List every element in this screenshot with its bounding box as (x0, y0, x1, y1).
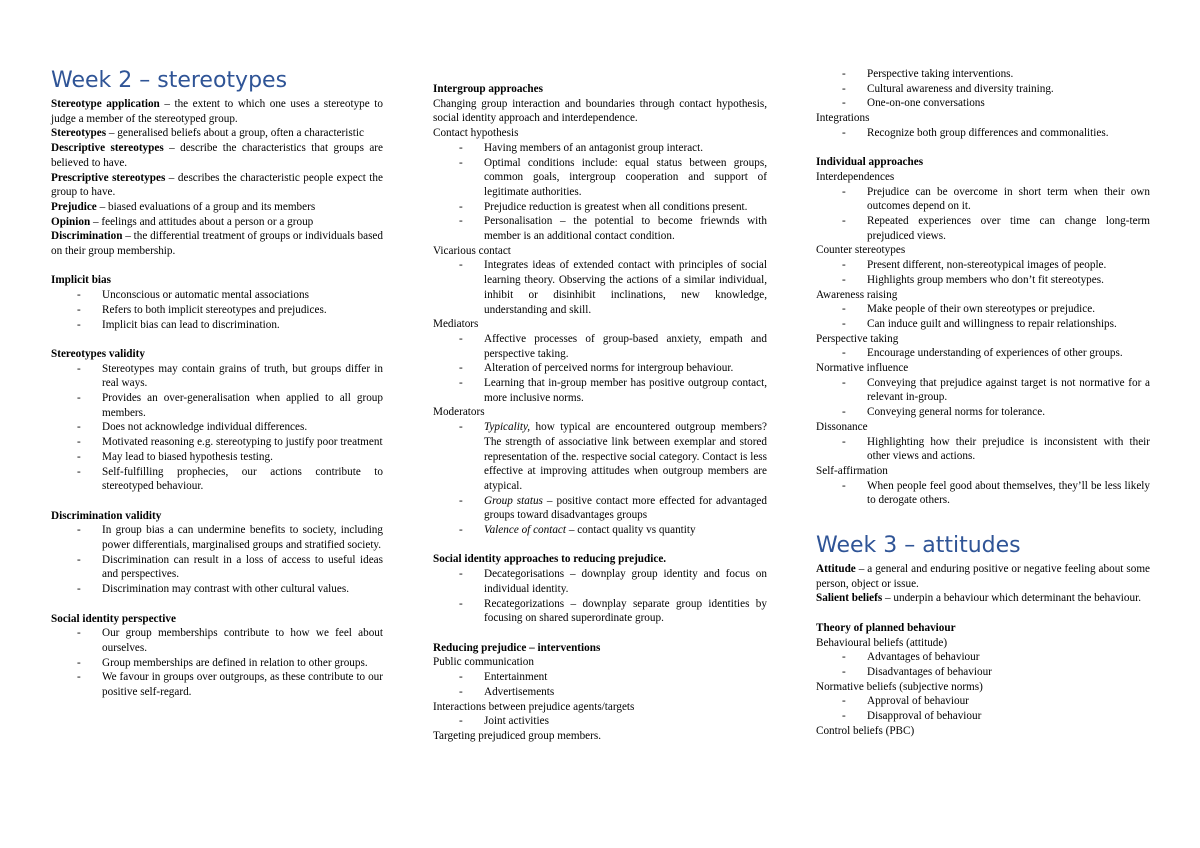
list-item: - Joint activities (433, 714, 767, 729)
definition-discrimination (51, 229, 383, 258)
list-item: - Prejudice reduction is greatest when all conditions present. (433, 200, 767, 215)
list-item: - When people feel good about themselves, they’ll be less likely to derogate others. (816, 479, 1150, 508)
subheading-interdependences: Interdependences (816, 170, 895, 183)
list-item: - Advantages of behaviour (816, 650, 1150, 665)
definition-attitude (816, 562, 1150, 591)
definition-text: – describes the characteristic people expect the group to have. (51, 171, 383, 199)
term: Descriptive stereotypes (51, 142, 164, 155)
item-text: – contact quality vs quantity (566, 524, 696, 537)
list-item: - Integrates ideas of extended contact with principles of social learning theory. Observing the actions of a similar individual, inhibit or disinhibit inclinations, new knowledge, understanding and skill. (433, 258, 767, 317)
term: Stereotype application (51, 98, 160, 110)
list-item: - Optimal conditions include: equal status between groups, common goals, intergroup cooperation and support of legitimate authorities. (433, 156, 767, 200)
targeting-continued-list (816, 67, 1150, 111)
list-item: - Advertisements (433, 685, 767, 700)
term: Salient beliefs (816, 592, 883, 605)
dissonance-list (816, 435, 1150, 464)
section-heading-individual-approaches: Individual approaches (816, 156, 924, 169)
definition-text: – underpin a behaviour which determinant the behaviour. (882, 592, 1141, 605)
subheading-mediators: Mediators (433, 318, 479, 331)
subheading-control-beliefs: Control beliefs (PBC) (816, 724, 915, 737)
emphasis: Group status (484, 494, 543, 507)
behavioural-beliefs-list (816, 650, 1150, 679)
definition-stereotypes (51, 126, 383, 141)
section-heading-reducing-prejudice-interventions: Reducing prejudice – interventions (433, 641, 601, 654)
intergroup-intro: Changing group interaction and boundaries through contact hypothesis, social identity approach and interdependence. (433, 97, 767, 125)
subheading-integrations: Integrations (816, 112, 870, 125)
item-text: how typical are encountered outgroup members? The strength of associative link between exemplar and stored representation of the. respective social category. Contact is less effective at improving attitudes when outgroup members are atypical. (484, 421, 767, 492)
definition-text: – biased evaluations of a group and its members (96, 200, 316, 213)
list-item (433, 523, 767, 538)
section-heading-theory-of-planned-behaviour: Theory of planned behaviour (816, 621, 956, 634)
section-heading-discrimination-validity: Discrimination validity (51, 509, 162, 522)
list-item: - Encourage understanding of experiences of other groups. (816, 346, 1150, 361)
list-item: - Repeated experiences over time can change long-term prejudiced views. (816, 214, 1150, 243)
list-item: - One-on-one conversations (816, 96, 1150, 111)
definition-prescriptive-stereotypes (51, 171, 383, 200)
list-item: - Can induce guilt and willingness to repair relationships. (816, 317, 1150, 332)
interdependences-list (816, 185, 1150, 244)
list-item: - Group memberships are defined in relation to other groups. (51, 656, 383, 671)
list-item: - Alteration of perceived norms for intergroup behaviour. (433, 361, 767, 376)
subheading-interactions: Interactions between prejudice agents/targets (433, 700, 635, 713)
list-item: - Recategorizations – downplay separate group identities by focusing on shared superordinate group. (433, 597, 767, 626)
implicit-bias-list (51, 288, 383, 332)
section-heading-stereotypes-validity: Stereotypes validity (51, 347, 145, 360)
list-item: - Personalisation – the potential to become friewnds with member is an additional contact condition. (433, 214, 767, 243)
list-item: - May lead to biased hypothesis testing. (51, 450, 383, 465)
list-item: - Conveying that prejudice against target is not normative for a relevant in-group. (816, 376, 1150, 405)
social-identity-perspective-list (51, 626, 383, 700)
perspective-taking-list (816, 346, 1150, 361)
term: Stereotypes (51, 127, 107, 140)
list-item: - Perspective taking interventions. (816, 67, 1150, 82)
definition-text: – generalised beliefs about a group, often a characteristic (106, 127, 364, 140)
list-item: - Approval of behaviour (816, 694, 1150, 709)
list-item: - Learning that in-group member has positive outgroup contact, more inclusive norms. (433, 376, 767, 405)
list-item: - Conveying general norms for tolerance. (816, 405, 1150, 420)
list-item: - Discrimination can result in a loss of access to useful ideas and perspectives. (51, 553, 383, 582)
term: Prejudice (51, 200, 97, 213)
public-communication-list (433, 670, 767, 699)
definition-text: – describe the characteristics that groups are believed to have. (51, 142, 383, 169)
list-item: - Our group memberships contribute to how we feel about ourselves. (51, 626, 383, 655)
list-item: - Refers to both implicit stereotypes and prejudices. (51, 303, 383, 318)
section-heading-implicit-bias: Implicit bias (51, 274, 111, 287)
subheading-counter-stereotypes: Counter stereotypes (816, 244, 906, 257)
definition-stereotype-application (51, 97, 383, 126)
list-item: - Affective processes of group-based anxiety, empath and perspective taking. (433, 332, 767, 361)
list-item: - Motivated reasoning e.g. stereotyping to justify poor treatment (51, 435, 383, 450)
subheading-normative-beliefs: Normative beliefs (subjective norms) (816, 680, 983, 693)
definition-text: – the extent to which one uses a stereotype to judge a member of the stereotyped group. (51, 98, 383, 125)
list-item (433, 420, 767, 494)
definition-text: – a general and enduring positive or negative feeling about some person, object or issue. (816, 563, 1150, 590)
section-heading-intergroup-approaches: Intergroup approaches (433, 83, 543, 95)
list-item: - Provides an over-generalisation when applied to all group members. (51, 391, 383, 420)
term: Discrimination (51, 230, 123, 243)
section-heading-social-identity-approaches: Social identity approaches to reducing prejudice. (433, 553, 667, 566)
list-item: - Disadvantages of behaviour (816, 665, 1150, 680)
subheading-targeting: Targeting prejudiced group members. (433, 729, 602, 742)
definition-opinion (51, 215, 383, 230)
item-text: – positive contact more effected for advantaged groups toward disadvantages groups (484, 494, 767, 522)
discrimination-validity-list (51, 523, 383, 597)
week-3-heading: Week 3 – attitudes (816, 533, 1021, 559)
integrations-list (816, 126, 1150, 141)
list-item (433, 494, 767, 523)
list-item: - Decategorisations – downplay group identity and focus on individual identity. (433, 567, 767, 596)
definition-text: – feelings and attitudes about a person or a group (90, 215, 314, 228)
interactions-list (433, 714, 767, 729)
term: Prescriptive stereotypes (51, 171, 166, 184)
column-2 (433, 0, 767, 744)
list-item: - In group bias a can undermine benefits to society, including power differentials, marginalised groups and stratified society. (51, 523, 383, 552)
subheading-dissonance: Dissonance (816, 420, 868, 433)
definition-salient-beliefs (816, 591, 1150, 606)
list-item: - We favour in groups over outgroups, as these contribute to our positive self-regard. (51, 670, 383, 699)
list-item: - Highlighting how their prejudice is inconsistent with their other views and actions. (816, 435, 1150, 464)
list-item: - Recognize both group differences and commonalities. (816, 126, 1150, 141)
subheading-behavioural-beliefs: Behavioural beliefs (attitude) (816, 636, 948, 649)
self-affirmation-list (816, 479, 1150, 508)
definition-prejudice (51, 200, 383, 215)
list-item: - Stereotypes may contain grains of truth, but groups differ in real ways. (51, 362, 383, 391)
list-item: - Does not acknowledge individual differences. (51, 420, 383, 435)
subheading-public-communication: Public communication (433, 656, 534, 669)
subheading-moderators: Moderators (433, 406, 485, 419)
subheading-normative-influence: Normative influence (816, 362, 909, 375)
subheading-awareness-raising: Awareness raising (816, 288, 898, 301)
column-3 (816, 0, 1150, 739)
list-item: - Present different, non-stereotypical images of people. (816, 258, 1150, 273)
social-identity-approaches-list (433, 567, 767, 626)
definition-descriptive-stereotypes (51, 141, 383, 170)
list-item: - Discrimination may contrast with other cultural values. (51, 582, 383, 597)
week-2-heading: Week 2 – stereotypes (51, 68, 288, 93)
vicarious-contact-list (433, 258, 767, 317)
column-1 (51, 0, 383, 700)
stereotypes-validity-list (51, 362, 383, 494)
list-item: - Entertainment (433, 670, 767, 685)
list-item: - Implicit bias can lead to discrimination. (51, 318, 383, 333)
list-item: - Cultural awareness and diversity training. (816, 82, 1150, 97)
subheading-self-affirmation: Self-affirmation (816, 464, 888, 477)
list-item: - Disapproval of behaviour (816, 709, 1150, 724)
moderators-list (433, 420, 767, 538)
normative-beliefs-list (816, 694, 1150, 723)
counter-stereotypes-list (816, 258, 1150, 287)
list-item: - Having members of an antagonist group interact. (433, 141, 767, 156)
awareness-raising-list (816, 302, 1150, 331)
term: Opinion (51, 215, 91, 228)
contact-hypothesis-list (433, 141, 767, 244)
subheading-contact-hypothesis: Contact hypothesis (433, 127, 519, 140)
emphasis: Typicality, (484, 421, 531, 434)
definition-text: – the differential treatment of groups or individuals based on their group membership. (51, 230, 383, 258)
term: Attitude (816, 563, 856, 576)
section-heading-social-identity-perspective: Social identity perspective (51, 612, 176, 625)
mediators-list (433, 332, 767, 406)
subheading-perspective-taking: Perspective taking (816, 332, 899, 345)
list-item: - Highlights group members who don’t fit stereotypes. (816, 273, 1150, 288)
subheading-vicarious-contact: Vicarious contact (433, 244, 511, 257)
list-item: - Make people of their own stereotypes or prejudice. (816, 302, 1150, 317)
emphasis: Valence of contact (484, 524, 567, 537)
list-item: - Prejudice can be overcome in short term when their own outcomes depend on it. (816, 185, 1150, 214)
list-item: - Self-fulfilling prophecies, our actions contribute to stereotyped behaviour. (51, 465, 383, 494)
normative-influence-list (816, 376, 1150, 420)
list-item: - Unconscious or automatic mental associations (51, 288, 383, 303)
